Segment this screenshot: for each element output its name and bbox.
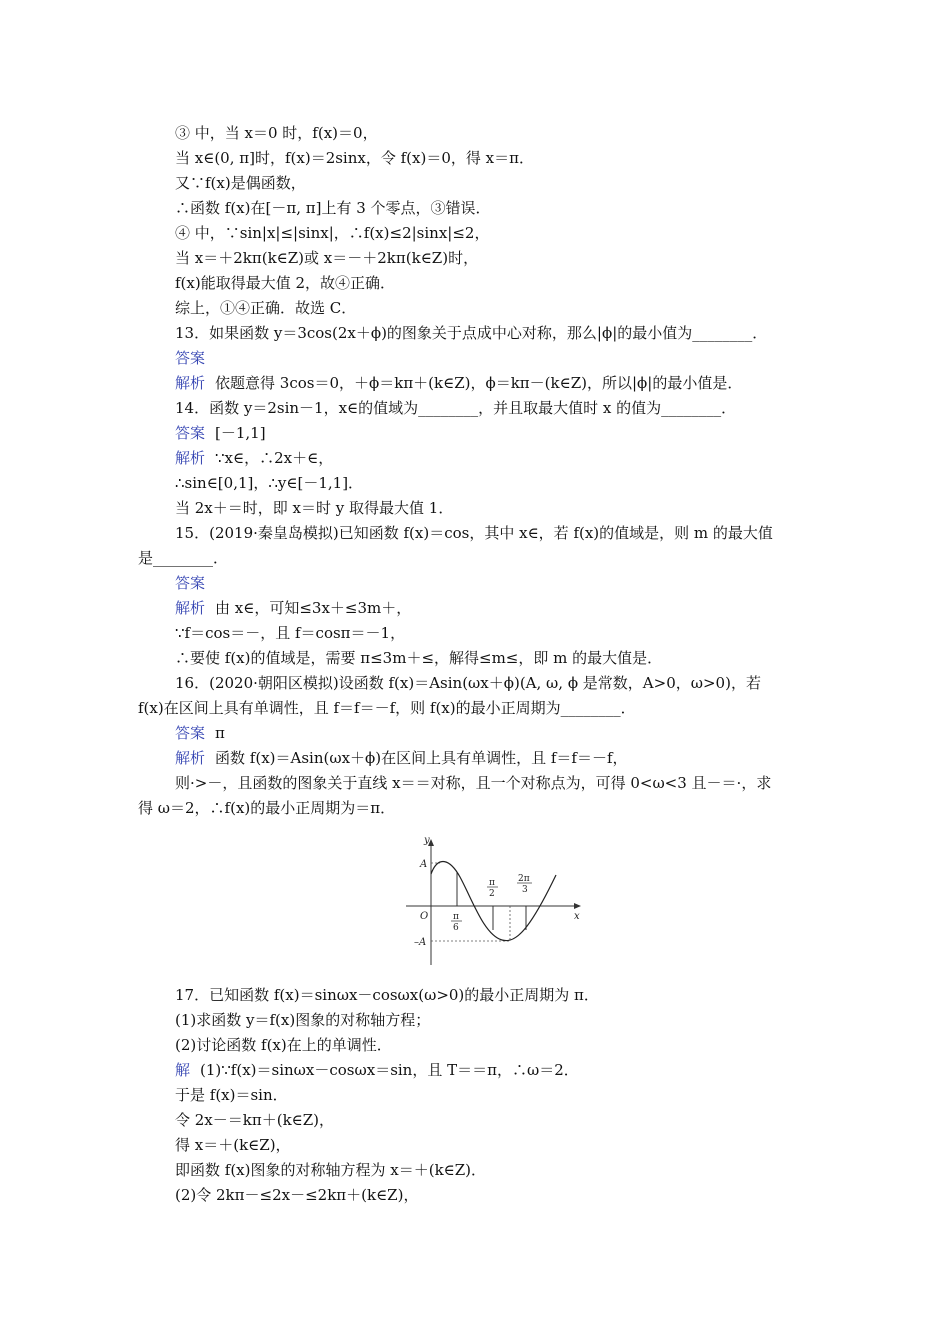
question-16-cont: f(x)在区间上具有单调性，且 f＝f＝－f，则 f(x)的最小正周期为________． [138,699,636,717]
text-line: ∵f＝cos＝－，且 f＝cosπ＝－1， [175,624,406,642]
text-line: 当 2x＋＝时，即 x＝时 y 取得最大值 1． [175,499,454,517]
text-line: ④ 中，∵sin|x|≤|sinx|，∴f(x)≤2|sinx|≤2， [175,224,490,242]
analysis-line [175,598,411,618]
y-axis-label: y [424,835,430,846]
analysis-text: 由 x∈，可知≤3x＋≤3m＋， [215,599,412,617]
tick-2pi-3-den: 3 [522,885,528,895]
analysis-label: 解析 [175,599,206,617]
question-17-part1: (1)求函数 y＝f(x)图象的对称轴方程； [175,1011,431,1029]
analysis-text: 函数 f(x)＝Asin(ωx＋ϕ)在区间上具有单调性，且 f＝f＝－f， [215,749,628,767]
analysis-label: 解析 [175,449,206,467]
analysis-line [175,748,628,768]
answer-label: 答案 [175,424,206,442]
text-line: 得 ω＝2，∴f(x)的最小正周期为＝π． [138,799,396,817]
question-15: 15．(2019·秦皇岛模拟)已知函数 f(x)＝cos，其中 x∈，若 f(x)的值域是，则 m 的最大值 [175,524,773,542]
amplitude-label: A [420,859,428,870]
answer-value: π [215,724,225,742]
origin-label: O [420,911,429,922]
analysis-text: 依题意得 3cos＝0，＋ϕ＝kπ＋(k∈Z)，ϕ＝kπ－(k∈Z)，所以|ϕ|的最小值是． [215,374,743,392]
question-15-cont: 是________． [138,549,229,567]
analysis-line [175,448,333,468]
text-line: ③ 中，当 x＝0 时，f(x)＝0， [175,124,378,142]
x-axis-label: x [574,911,580,922]
question-16: 16．(2020·朝阳区模拟)设函数 f(x)＝Asin(ωx＋ϕ)(A, ω, ϕ 是常数，A>0，ω>0)，若 [175,674,761,692]
answer-line [175,348,215,368]
analysis-line [175,373,742,393]
text-line: 即函数 f(x)图象的对称轴方程为 x＝＋(k∈Z)． [175,1161,487,1179]
solution-text: (1)∵f(x)＝sinωx－cosωx＝sin，且 T＝＝π，∴ω＝2． [200,1061,579,1079]
analysis-label: 解析 [175,749,206,767]
tick-pi-6-num: π [453,912,459,922]
sine-graph-figure [398,833,590,967]
answer-label: 答案 [175,574,206,592]
answer-line [175,723,225,743]
answer-line [175,423,266,443]
text-line: f(x)能取得最大值 2，故④正确． [175,274,396,292]
text-line: 令 2x－＝kπ＋(k∈Z)， [175,1111,335,1129]
question-17-part2: (2)讨论函数 f(x)在上的单调性． [175,1036,392,1054]
text-line: 综上，①④正确．故选 C． [175,299,357,317]
text-line: 于是 f(x)＝sin． [175,1086,288,1104]
question-13: 13．如果函数 y＝3cos(2x＋ϕ)的图象关于点成中心对称，那么|ϕ|的最小值为________． [175,324,768,342]
answer-label: 答案 [175,349,206,367]
question-14: 14．函数 y＝2sin－1，x∈的值域为________，并且取最大值时 x 的值为________． [175,399,737,417]
text-line: ∴要使 f(x)的值域是，需要 π≤3m＋≤，解得≤m≤，即 m 的最大值是． [175,649,663,667]
tick-2pi-3-num: 2π [518,874,530,884]
answer-value: [－1,1] [215,424,266,442]
text-line: 又∵f(x)是偶函数， [175,174,306,192]
analysis-text: ∵x∈，∴2x＋∈， [215,449,334,467]
answer-label: 答案 [175,724,206,742]
neg-amplitude-label: –A [414,937,427,948]
solution-label: 解 [175,1061,191,1079]
answer-line [175,573,215,593]
tick-pi-2-num: π [489,878,495,888]
text-line: 当 x∈(0, π]时，f(x)＝2sinx，令 f(x)＝0，得 x＝π． [175,149,534,167]
text-line: (2)令 2kπ－≤2x－≤2kπ＋(k∈Z)， [175,1186,419,1204]
tick-pi-6-den: 6 [453,923,459,933]
text-line: 得 x＝＋(k∈Z)， [175,1136,291,1154]
analysis-label: 解析 [175,374,206,392]
text-line: 则·>－，且函数的图象关于直线 x＝＝对称，且一个对称点为，可得 0<ω<3 且－＝·，求 [175,774,772,792]
text-line: ∴sin∈[0,1]，∴y∈[－1,1]． [175,474,364,492]
text-line: 当 x＝＋2kπ(k∈Z)或 x＝－＋2kπ(k∈Z)时， [175,249,479,267]
question-17: 17．已知函数 f(x)＝sinωx－cosωx(ω>0)的最小正周期为 π． [175,986,599,1004]
x-axis-arrow [574,903,581,909]
solution-line [175,1060,579,1080]
text-line: ∴函数 f(x)在[－π, π]上有 3 个零点，③错误． [175,199,491,217]
tick-pi-2-den: 2 [489,889,495,899]
